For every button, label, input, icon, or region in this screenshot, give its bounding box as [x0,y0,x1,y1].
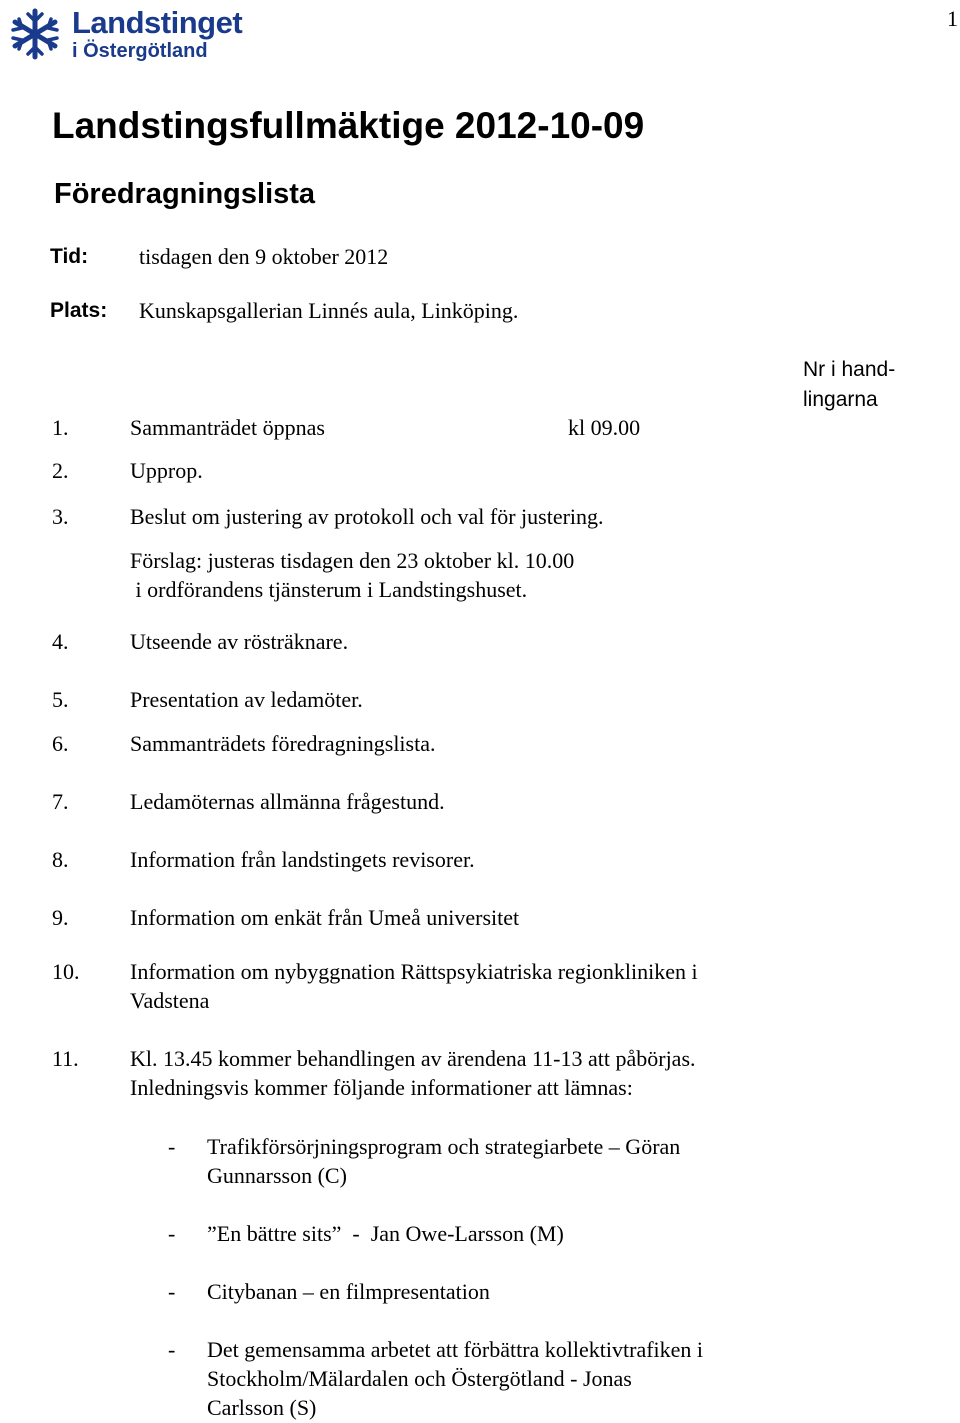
bullet-text-line-3: Carlsson (S) [207,1395,317,1420]
item-number: 11. [52,1046,79,1071]
item-text: Ledamöternas allmänna frågestund. [130,789,445,814]
time-value: tisdagen den 9 oktober 2012 [139,244,389,269]
document-title: Landstingsfullmäktige 2012-10-09 [52,105,645,146]
item-proposal-line-1: Förslag: justeras tisdagen den 23 oktober kl. 10.00 [130,548,575,573]
place-value: Kunskapsgallerian Linnés aula, Linköping. [139,298,519,323]
time-label: Tid: [50,245,89,268]
bullet-text-line-1: Det gemensamma arbetet att förbättra kollektivtrafiken i [207,1337,704,1362]
logo-wordmark [72,6,242,62]
column-header-line-1: Nr i hand- [803,358,896,381]
item-text: Upprop. [130,458,203,483]
item-text-line-2: Vadstena [130,988,210,1013]
item-number: 4. [52,629,69,654]
item-text: Sammanträdets föredragningslista. [130,731,436,756]
logo-line-2: i Östergötland [72,40,208,62]
item-number: 8. [52,847,69,872]
item-number: 10. [52,959,80,984]
item-text: Information från landstingets revisorer. [130,847,475,872]
bullet-text-line-2: Gunnarsson (C) [207,1163,347,1188]
item-text: Beslut om justering av protokoll och val för justering. [130,504,604,529]
place-label: Plats: [50,299,108,322]
page-number: 1 [947,6,958,31]
bullet-text-line-1: Trafikförsörjningsprogram och strategiarbete – Göran [207,1134,681,1159]
bullet-dash: - [168,1221,176,1246]
item-number: 6. [52,731,69,756]
item-text: Utseende av rösträknare. [130,629,349,654]
document-number-column-header [803,355,895,415]
bullet-dash: - [168,1279,176,1304]
item-number: 5. [52,687,69,712]
bullet-text-line-1: Citybanan – en filmpresentation [207,1279,490,1304]
item-number: 9. [52,905,69,930]
item-text-line-2: Inledningsvis kommer följande informationer att lämnas: [130,1075,633,1100]
item-proposal-line-2: i ordförandens tjänsterum i Landstingshuset. [130,577,528,602]
item-number: 2. [52,458,69,483]
bullet-dash: - [168,1337,176,1362]
item-text: Presentation av ledamöter. [130,687,363,712]
item-text-line-1: Kl. 13.45 kommer behandlingen av ärendena 11-13 att påbörjas. [130,1046,696,1071]
bullet-text-line-2: Stockholm/Mälardalen och Östergötland - Jonas [207,1366,632,1391]
item-text: Information om enkät från Umeå universitet [130,905,520,930]
item-text: Sammanträdet öppnas [130,415,325,440]
item-text-line-1: Information om nybyggnation Rättspsykiatriska regionkliniken i [130,959,698,984]
organization-logo [6,4,256,62]
document-subtitle: Föredragningslista [54,178,316,210]
item-number: 1. [52,415,69,440]
logo-line-1: Landstinget [72,5,243,40]
bullet-dash: - [168,1134,176,1159]
snowflake-emblem-icon [6,6,64,62]
column-header-line-2: lingarna [803,388,878,411]
bullet-text-line-1: ”En bättre sits” - Jan Owe-Larsson (M) [207,1221,564,1246]
item-time: kl 09.00 [568,415,641,440]
item-number: 3. [52,504,69,529]
item-number: 7. [52,789,69,814]
